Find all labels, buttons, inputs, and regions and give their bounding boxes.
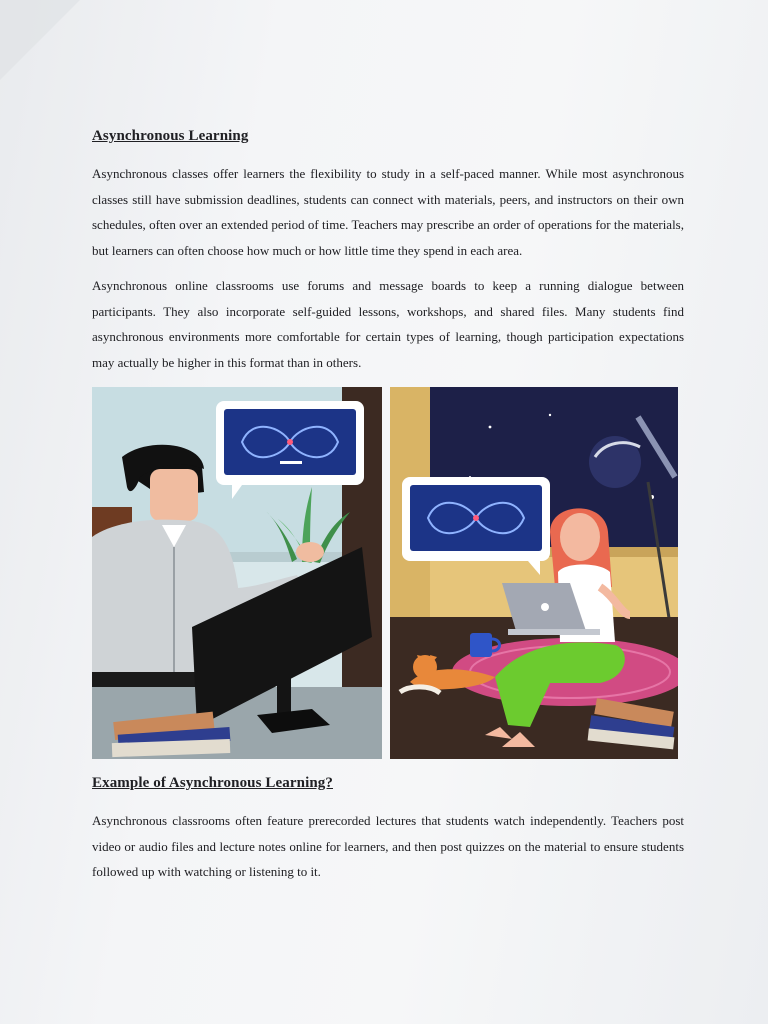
illustration-woman-with-laptop xyxy=(390,387,678,759)
document-body xyxy=(92,128,684,895)
page-corner xyxy=(0,0,80,80)
section-heading-example: Example of Asynchronous Learning? xyxy=(92,775,333,791)
paragraph-example: Asynchronous classrooms often feature prerecorded lectures that students watch independently. Teachers post video or audio files and lecture notes online for learners, and then post quizzes on the material to ensure students followed up with watching or listening to it. xyxy=(92,813,684,879)
section-heading-asynchronous-learning: Asynchronous Learning xyxy=(92,128,249,144)
illustration-man-at-computer xyxy=(92,387,382,759)
infinity-icon xyxy=(216,401,364,499)
paragraph-online-classrooms: Asynchronous online classrooms use forums and message boards to keep a running dialogue between participants. They also incorporate self-guided lessons, workshops, and shared files. Many students find asynchronous environments more comfortable for certain types of learning, though participation expectations may actually be higher in this format than in others. xyxy=(92,278,684,370)
paragraph-intro: Asynchronous classes offer learners the flexibility to study in a self-paced manner. While most asynchronous classes still have submission deadlines, students can connect with materials, peers, and instructors on their own schedules, often over an extended period of time. Teachers may prescribe an order of operations for the materials, but learners can often choose how much or how little time they spend in each area. xyxy=(92,166,684,258)
illustration xyxy=(92,387,684,759)
infinity-icon xyxy=(402,477,550,575)
